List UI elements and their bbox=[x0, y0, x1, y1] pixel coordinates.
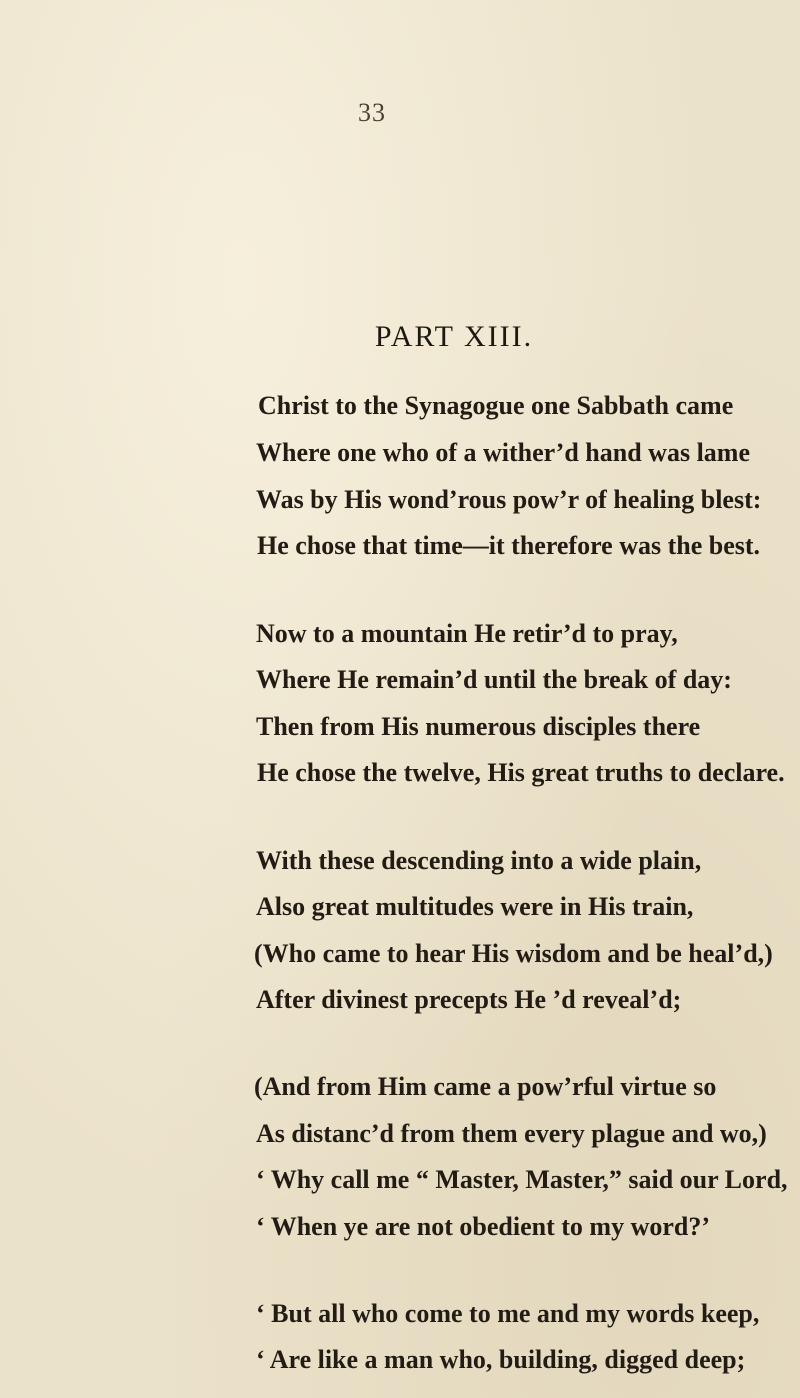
verse-line: After divinest precepts He ’d reveal’d; bbox=[256, 985, 682, 1014]
verse-line: ‘ Are like a man who, building, digged deep; bbox=[256, 1345, 746, 1374]
verse-line: He chose the twelve, His great truths to declare. bbox=[257, 758, 785, 787]
page-number: 33 bbox=[358, 98, 386, 127]
verse-line: Was by His wond’rous pow’r of healing blest: bbox=[256, 485, 762, 514]
verse-line: As distanc’d from them every plague and wo,) bbox=[256, 1119, 767, 1148]
verse-line: Now to a mountain He retir’d to pray, bbox=[256, 619, 678, 648]
verse-line: (Who came to hear His wisdom and be heal’d,) bbox=[254, 939, 773, 968]
verse-line: With these descending into a wide plain, bbox=[256, 846, 702, 875]
verse-line: Then from His numerous disciples there bbox=[256, 712, 701, 741]
verse-line: Where one who of a wither’d hand was lame bbox=[256, 438, 750, 467]
verse-line: (And from Him came a pow’rful virtue so bbox=[254, 1072, 717, 1101]
verse-line: Where He remain’d until the break of day: bbox=[256, 665, 732, 694]
part-heading: PART XIII. bbox=[374, 320, 534, 353]
verse-line: ‘ Why call me “ Master, Master,” said our Lord, bbox=[256, 1165, 788, 1194]
verse-line: Christ to the Synagogue one Sabbath came bbox=[258, 391, 734, 420]
verse-line: ‘ When ye are not obedient to my word?’ bbox=[256, 1212, 711, 1241]
verse-line: Also great multitudes were in His train, bbox=[256, 892, 694, 921]
verse-line: He chose that time—it therefore was the best. bbox=[257, 531, 761, 560]
verse-line: ‘ But all who come to me and my words keep, bbox=[256, 1299, 760, 1328]
